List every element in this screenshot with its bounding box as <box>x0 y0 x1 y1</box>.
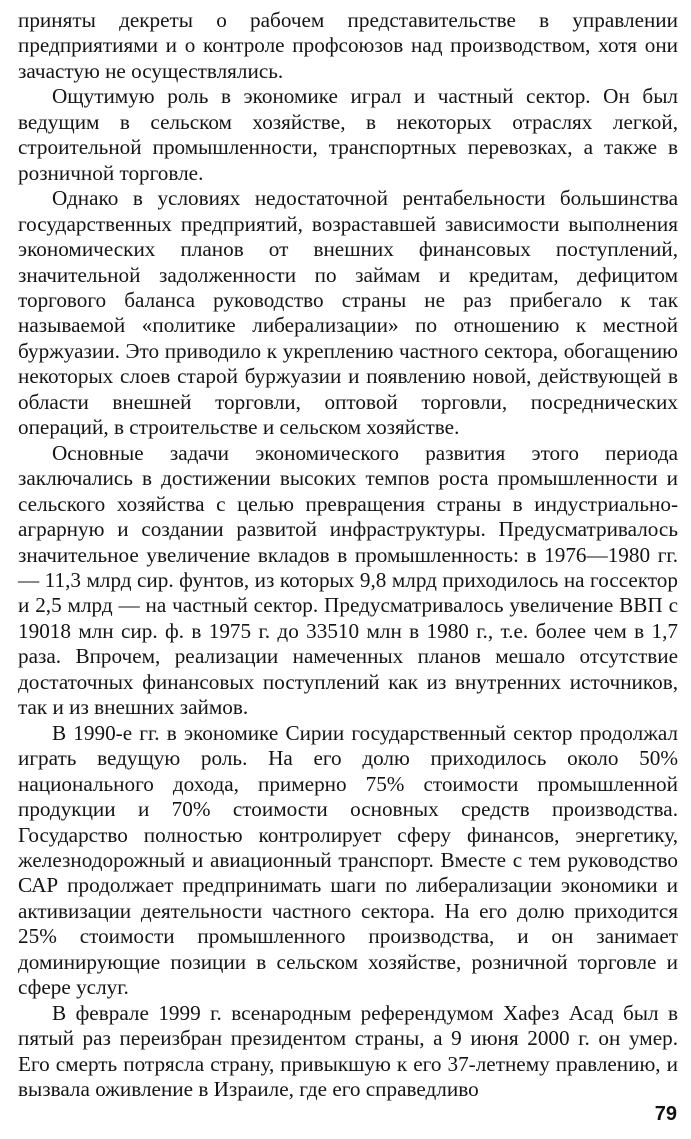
page-number: 79 <box>654 1103 677 1125</box>
body-text <box>18 8 678 1102</box>
paragraph-private-sector: Ощутимую роль в экономике играл и частный сектор. Он был ведущим в сельском хозяйстве, в некоторых отраслях легкой, строительной промышленности, транспортных перевозках, а также в розничной торговле. <box>18 84 678 185</box>
paragraph-1990s-economy: В 1990-е гг. в экономике Сирии государственный сектор продолжал играть ведущую роль. На его долю приходилось около 50% национального дохода, примерно 75% стоимости промышленной продукции и 70% стоимости основных средств производства. Государство полностью контролирует сферу финансов, энергетику, железнодорожный и авиационный транспорт. Вместе с тем руководство САР продолжает предпринимать шаги по либерализации экономики и активизации деятельности частного сектора. На его долю приходится 25% стоимости промышленного производства, и он занимает доминирующие позиции в сельском хозяйстве, розничной торговле и сфере услуг. <box>18 720 678 1000</box>
paragraph-continued: приняты декреты о рабочем представительстве в управлении предприятиями и о контроле профсоюзов над производством, хотя они зачастую не осуществлялись. <box>18 8 678 83</box>
paragraph-economic-goals: Основные задачи экономического развития этого периода заключались в достижении высоких темпов роста промышленности и сельского хозяйства с целью превращения страны в индустриально-аграрную и создании развитой инфраструктуры. Предусматривалось значительное увеличение вкладов в промышленность: в 1976—1980 гг. — 11,3 млрд сир. фунтов, из которых 9,8 млрд приходилось на госсектор и 2,5 млрд — на частный сектор. Предусматривалось увеличение ВВП с 19018 млн сир. ф. в 1975 г. до 33510 млн в 1980 г., т.е. более чем в 1,7 раза. Впрочем, реализации намеченных планов мешало отсутствие достаточных финансовых поступлений как из внутренних источников, так и из внешних займов. <box>18 440 678 720</box>
paragraph-liberalization: Однако в условиях недостаточной рентабельности большинства государственных предприятий, возраставшей зависимости выполнения экономических планов от внешних финансовых поступлений, значительной задолженности по займам и кредитам, дефицитом торгового баланса руководство страны не раз прибегало к так называемой «политике либерализации» по отношению к местной буржуазии. Это приводило к укреплению частного сектора, обогащению некоторых слоев старой буржуазии и появлению новой, действующей в области внешней торговли, оптовой торговли, посреднических операций, в строительстве и сельском хозяйстве. <box>18 186 678 440</box>
paragraph-1999-referendum: В феврале 1999 г. всенародным референдумом Хафез Асад был в пятый раз переизбран президентом страны, а 9 июня 2000 г. он умер. Его смерть потрясла страну, привыкшую к его 37-летнему правлению, и вызвала оживление в Израиле, где его справедливо <box>18 1000 678 1102</box>
